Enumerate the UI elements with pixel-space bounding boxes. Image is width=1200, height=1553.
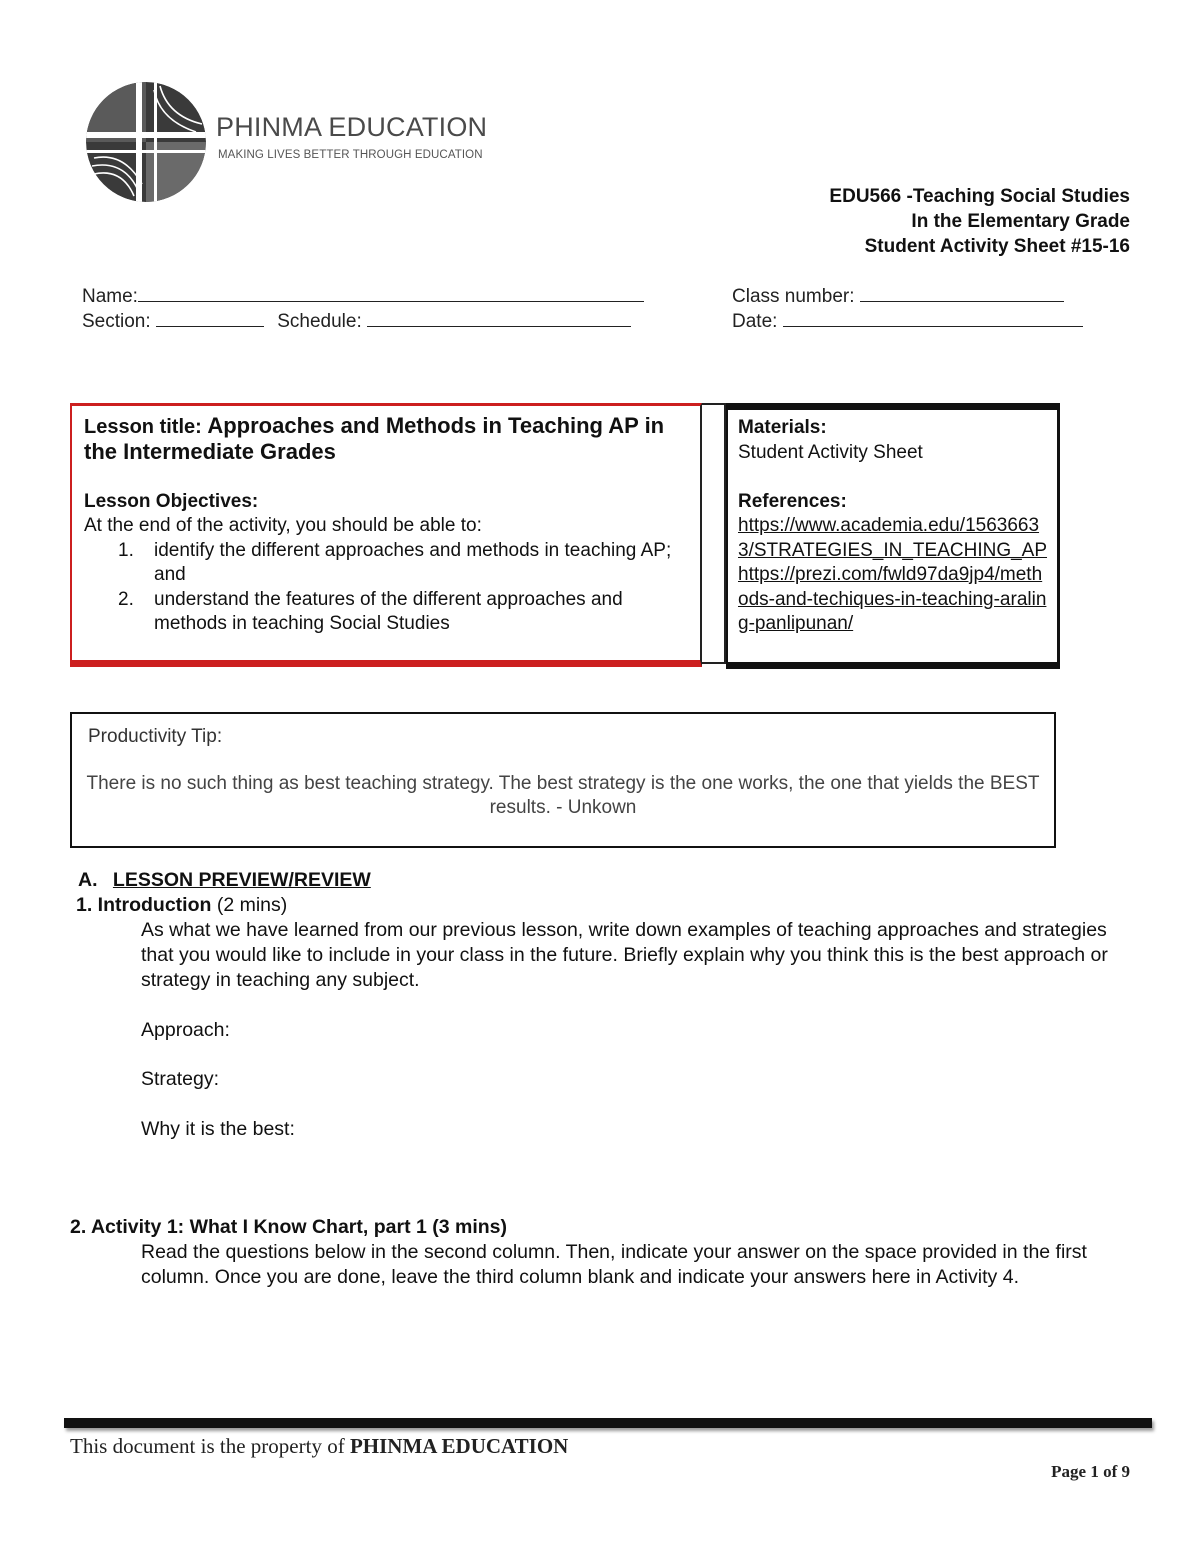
- materials-box: [726, 403, 1060, 669]
- introduction-text: As what we have learned from our previous lesson, write down examples of teaching approaches and strategies that you would like to include in your class in the future. Briefly explain why you think this is the best approach or strategy in teaching any subject.: [141, 919, 1108, 991]
- class-number-label: Class number:: [732, 286, 855, 307]
- objectives-label: Lesson Objectives:: [84, 490, 259, 512]
- activity-1-text: Read the questions below in the second column. Then, indicate your answer on the space provided in the first column. Once you are done, leave the third column blank and indicate your answers here in Activity 4.: [141, 1241, 1087, 1288]
- footer-rule: [64, 1418, 1152, 1428]
- brand-name: PHINMA EDUCATION: [216, 112, 488, 142]
- strategy-prompt: Strategy:: [141, 1068, 220, 1090]
- reference-link-prezi[interactable]: https://prezi.com/fwld97da9jp4/methods-and-techiques-in-teaching-araling-panlipunan/: [738, 564, 1047, 634]
- class-number-field[interactable]: [732, 284, 1064, 308]
- reference-link-academia[interactable]: https://www.academia.edu/15636633/STRATEGIES_IN_TEACHING_AP: [738, 515, 1048, 561]
- schedule-blank[interactable]: [367, 309, 631, 327]
- name-label: Name:: [82, 286, 138, 307]
- footer-property-notice: [70, 1434, 568, 1459]
- section-heading: [78, 868, 1128, 893]
- class-number-blank[interactable]: [860, 284, 1064, 302]
- introduction-time: (2 mins): [216, 894, 288, 916]
- objective-item: 1. identify the different approaches and methods in teaching AP; and: [84, 539, 692, 588]
- course-title: EDU566 -Teaching Social Studies: [829, 186, 1130, 207]
- introduction-heading: [76, 893, 1128, 918]
- section-letter: A.: [78, 869, 98, 891]
- lesson-title-value: Approaches and Methods in Teaching AP in the Intermediate Grades: [84, 413, 665, 464]
- approach-prompt: Approach:: [141, 1018, 230, 1041]
- tip-text: There is no such thing as best teaching strategy. The best strategy is the one works, the one that yields the BEST results. - Unkown: [86, 773, 1040, 818]
- why-best-prompt: Why it is the best:: [141, 1117, 295, 1140]
- tip-label: Productivity Tip:: [88, 726, 223, 747]
- brand-tagline: MAKING LIVES BETTER THROUGH EDUCATION: [218, 149, 483, 161]
- schedule-label: Schedule:: [277, 311, 362, 332]
- references-label: References:: [738, 490, 847, 512]
- materials-label: Materials:: [738, 417, 827, 438]
- objective-text: identify the different approaches and methods in teaching AP; and: [154, 539, 672, 585]
- section-field[interactable]: [82, 309, 631, 333]
- footer-property-name: PHINMA EDUCATION: [349, 1434, 569, 1458]
- section-blank[interactable]: [156, 309, 264, 327]
- course-header: [829, 184, 1130, 259]
- date-label: Date:: [732, 311, 778, 332]
- activity-1-heading: 2. Activity 1: What I Know Chart, part 1 (3 mins): [70, 1216, 508, 1238]
- page-number: Page 1 of 9: [1051, 1462, 1130, 1481]
- course-subtitle: In the Elementary Grade: [911, 211, 1130, 232]
- section-title: LESSON PREVIEW/REVIEW: [112, 869, 371, 891]
- date-field[interactable]: [732, 309, 1083, 333]
- lesson-title-label: Lesson title:: [84, 416, 202, 438]
- lesson-preview-section: [70, 868, 1128, 1290]
- activity-sheet-number: Student Activity Sheet #15-16: [864, 236, 1130, 257]
- section-label: Section:: [82, 311, 151, 332]
- objective-text: understand the features of the different approaches and methods in teaching Social Studies: [154, 588, 623, 634]
- productivity-tip-box: [70, 712, 1056, 848]
- name-field[interactable]: [82, 284, 644, 308]
- name-blank[interactable]: [138, 284, 644, 302]
- table-spacer-column: [702, 403, 726, 664]
- introduction-label: 1. Introduction: [76, 894, 212, 916]
- materials-value: Student Activity Sheet: [738, 441, 923, 463]
- lesson-title: [84, 414, 692, 465]
- lesson-box: [70, 403, 702, 667]
- objective-item: 2. understand the features of the different approaches and methods in teaching Social Studies: [84, 588, 692, 637]
- footer-property-prefix: This document is the property of: [70, 1434, 345, 1458]
- objectives-intro: At the end of the activity, you should be able to:: [84, 515, 482, 536]
- date-blank[interactable]: [783, 309, 1083, 327]
